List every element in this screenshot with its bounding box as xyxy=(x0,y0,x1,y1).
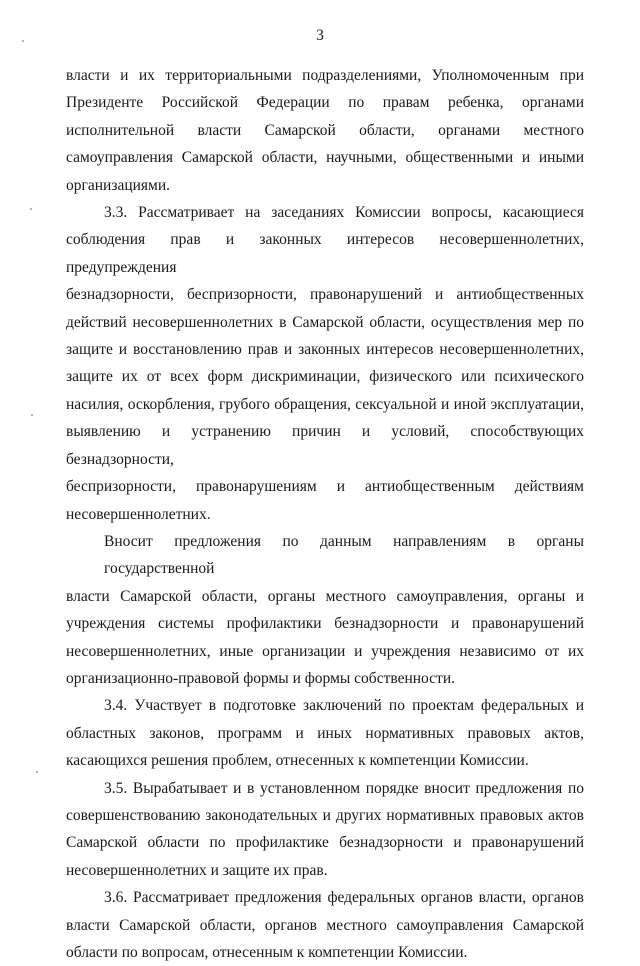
scan-speck xyxy=(22,40,24,42)
text-line: выявлению и устранению причин и условий, способствующих безнадзорности, xyxy=(66,423,584,468)
page-number: 3 xyxy=(316,27,324,44)
text-line: несовершеннолетних. xyxy=(66,505,211,523)
text-line: 3.6. Рассматривает предложения федеральных органов власти, органов xyxy=(104,889,584,907)
scan-speck xyxy=(31,414,33,416)
paragraph-3-6 xyxy=(66,884,584,966)
text-line: касающихся решения проблем, отнесенных к компетенции Комиссии. xyxy=(66,752,529,770)
text-line: защите и восстановлению прав и законных интересов несовершеннолетних, xyxy=(66,341,584,359)
text-line: власти Самарской области, органы местного самоуправления, органы и xyxy=(66,587,584,605)
paragraph-continuation xyxy=(66,62,584,199)
paragraph-3-3 xyxy=(66,199,584,528)
paragraph-3-5 xyxy=(66,775,584,885)
text-line: насилия, оскорбления, грубого обращения, сексуальной и иной эксплуатации, xyxy=(66,395,584,413)
text-line: Вносит предложения по данным направлениям в органы государственной xyxy=(104,532,584,578)
text-line: несовершеннолетних, иные организации и учреждения независимо от их xyxy=(66,642,584,660)
text-line: организациями. xyxy=(66,176,171,194)
text-line: действий несовершеннолетних в Самарской области, осуществления мер по xyxy=(66,313,584,331)
text-line: областных законов, программ и иных нормативных правовых актов, xyxy=(66,724,584,742)
text-line: безнадзорности, беспризорности, правонарушений и антиобщественных xyxy=(66,286,584,304)
text-line: Самарской области по профилактике безнадзорности и правонарушений xyxy=(66,834,584,852)
document-body xyxy=(66,62,584,966)
text-line: беспризорности, правонарушениям и антиобщественным действиям xyxy=(66,478,584,496)
text-line: несовершеннолетних и защите их прав. xyxy=(66,861,328,879)
paragraph-3-4 xyxy=(66,692,584,774)
text-line: Президенте Российской Федерации по правам ребенка, органами xyxy=(66,94,584,112)
text-line: самоуправления Самарской области, научными, общественными и иными xyxy=(66,149,584,167)
paragraph-proposals xyxy=(66,528,584,692)
text-line: исполнительной власти Самарской области, органами местного xyxy=(66,121,584,139)
text-line: 3.5. Вырабатывает и в установленном порядке вносит предложения по xyxy=(104,779,584,797)
scan-speck xyxy=(30,208,32,210)
text-line: власти Самарской области, органов местного самоуправления Самарской xyxy=(66,916,584,934)
text-line: защите их от всех форм дискриминации, физического или психического xyxy=(66,368,584,386)
text-line: соблюдения прав и законных интересов несовершеннолетних, предупреждения xyxy=(66,231,584,276)
text-line: учреждения системы профилактики безнадзорности и правонарушений xyxy=(66,615,584,633)
text-line: 3.4. Участвует в подготовке заключений по проектам федеральных и xyxy=(104,697,584,715)
text-line: совершенствованию законодательных и других нормативных правовых актов xyxy=(66,806,584,824)
text-line: организационно-правовой формы и формы собственности. xyxy=(66,669,455,687)
text-line: власти и их территориальными подразделениями, Уполномоченным при xyxy=(66,67,584,84)
text-line: 3.3. Рассматривает на заседаниях Комиссии вопросы, касающиеся xyxy=(104,204,584,222)
scan-speck xyxy=(36,771,38,773)
text-line: области по вопросам, отнесенным к компетенции Комиссии. xyxy=(66,944,468,961)
